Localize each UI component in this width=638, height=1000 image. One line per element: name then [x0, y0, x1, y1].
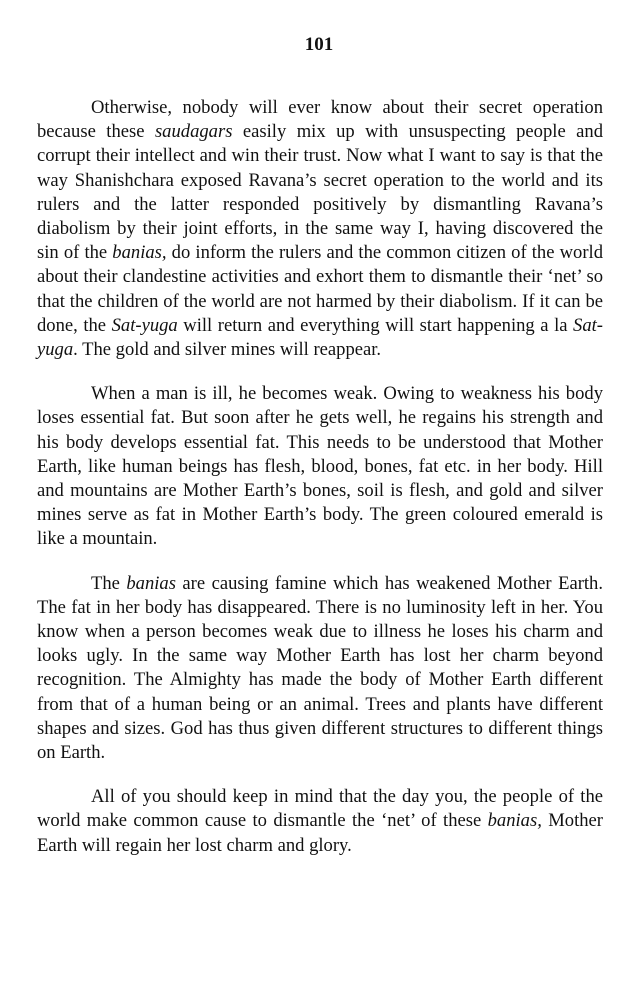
text-run: are causing famine which has weakened Mother Earth. The fat in her body has disappeared. There is no luminosity left in her. You know when a person becomes weak due to illness he loses his charm and looks ugly. In the same way Mother Earth has lost her charm beyond recognition. The Almighty has made the body of Mother Earth different from that of a human being or an animal. Trees and plants have different shapes and sizes. God has thus given different structures to different things on Earth.: [37, 572, 603, 764]
text-run: All of you should keep in mind that the day you, the people of the world make common cause to dismantle the ‘net’ of these: [37, 786, 603, 832]
text-run: will return and everything will start happening a la: [177, 314, 574, 336]
italic-term: banias,: [112, 242, 167, 264]
paragraph-1: [37, 96, 603, 362]
body-text: [37, 96, 603, 858]
text-run: When a man is ill, he becomes weak. Owing to weakness his body loses essential fat. But soon after he gets well, he regains his strength and his body develops essential fat. This needs to be understood that Mother Earth, like human beings has flesh, blood, bones, fat etc. in her body. Hill and mountains are Mother Earth’s bones, soil is flesh, and gold and silver mines serve as fat in Mother Earth’s body. The green coloured emerald is like a mountain.: [37, 383, 603, 550]
italic-term: banias: [126, 572, 176, 594]
italic-term: saudagars: [154, 121, 233, 143]
italic-term: banias,: [487, 810, 542, 832]
page-number: 101: [304, 34, 334, 55]
paragraph-2: [37, 382, 603, 551]
text-run: Otherwise, nobody will ever know about their secret operation because these: [37, 97, 603, 143]
italic-term: Sat-yuga: [111, 314, 178, 336]
italic-term: Sat-yuga: [37, 314, 603, 361]
text-run: Mother Earth will regain her lost charm and glory.: [37, 810, 603, 856]
text-run: . The gold and silver mines will reappear.: [73, 339, 382, 361]
text-run: The: [91, 572, 127, 594]
paragraph-4: [37, 785, 603, 858]
text-run: do inform the rulers and the common citizen of the world about their clandestine activities and exhort them to dismantle their ‘net’ so that the children of the world are not harmed by their diabolism. If it can be done, the: [37, 242, 603, 336]
paragraph-3: [37, 572, 603, 766]
text-run: easily mix up with unsuspecting people and corrupt their intellect and win their trust. Now what I want to say is that the way Shanishchara exposed Ravana’s secret operation to the world and its rulers and the latter responded positively by dismantling Ravana’s diabolism by their joint efforts, in the same way I, having discovered the sin of the: [37, 121, 603, 264]
